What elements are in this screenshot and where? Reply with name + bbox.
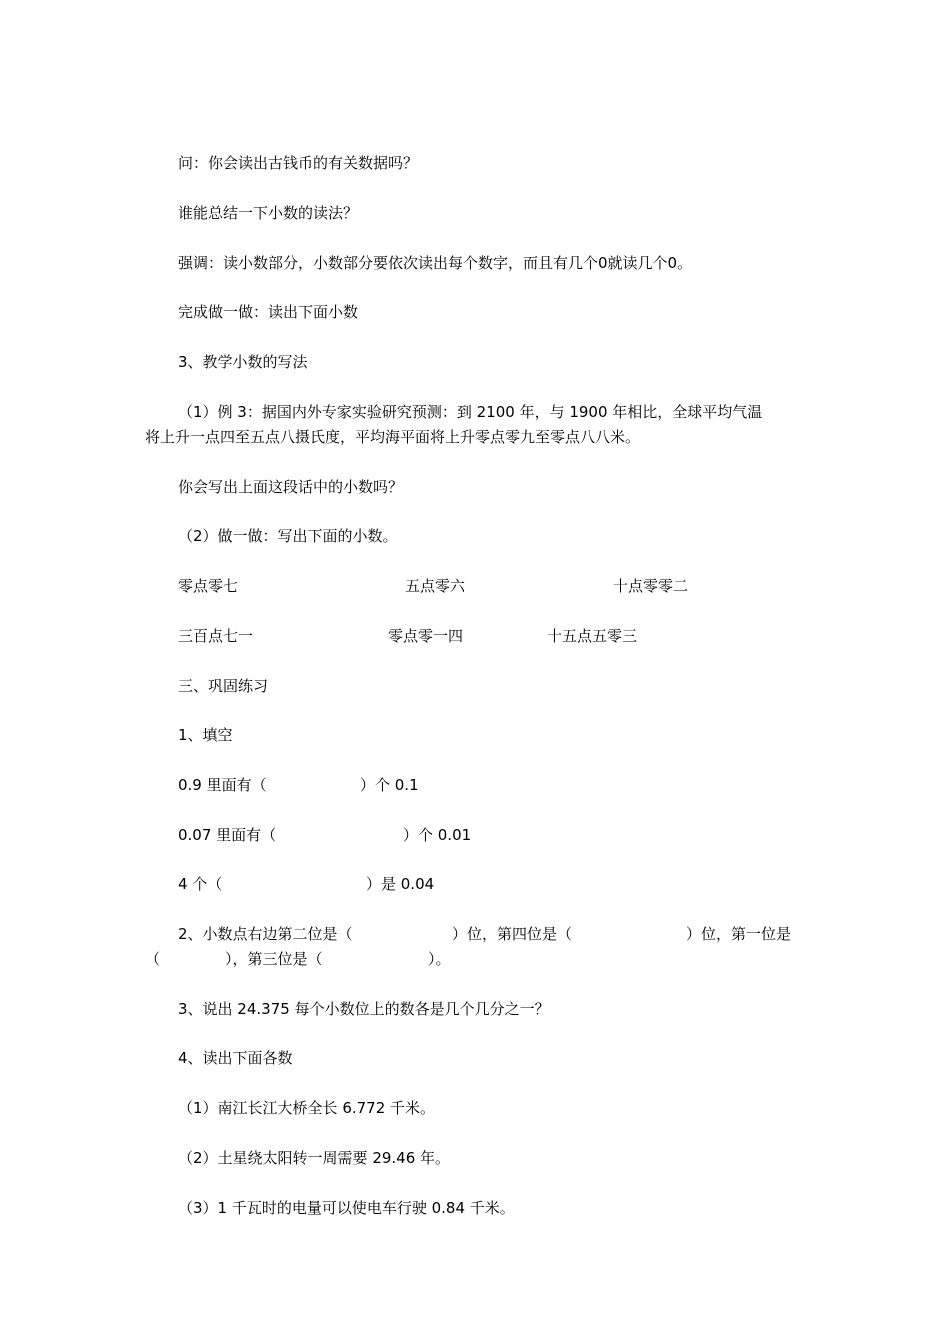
q2-part-e: ），第三位是（ (225, 950, 323, 968)
word-number-item: 十五点五零三 (547, 627, 638, 645)
q1a-prefix: 0.9 里面有（ (178, 776, 267, 794)
question4-item3: （3）1 千瓦时的电量可以使电车行驶 0.84 千米。 (178, 1199, 515, 1217)
word-number-item: 三百点七一 (178, 627, 254, 645)
paragraph-summarize-reading: 谁能总结一下小数的读法？ (178, 204, 359, 222)
question3: 3、说出 24.375 每个小数位上的数各是几个几分之一？ (178, 1000, 550, 1018)
word-number-item: 十点零零二 (613, 577, 689, 595)
q1b-prefix: 0.07 里面有（ (178, 826, 277, 844)
paragraph-question-coins: 问：你会读出古钱币的有关数据吗？ (178, 154, 419, 172)
example3-line1: （1）例 3：据国内外专家实验研究预测：到 2100 年，与 1900 年相比，全球平均气温 (178, 403, 763, 421)
paragraph-practice-write: （2）做一做：写出下面的小数。 (178, 527, 398, 545)
question4-item1: （1）南江长江大桥全长 6.772 千米。 (178, 1099, 436, 1117)
q1c-prefix: 4 个（ (178, 875, 223, 893)
section-heading-practice: 三、巩固练习 (178, 677, 269, 695)
word-number-item: 零点零七 (178, 577, 239, 595)
paragraph-can-you-write: 你会写出上面这段话中的小数吗？ (178, 478, 404, 496)
paragraph-emphasis: 强调：读小数部分，小数部分要依次读出每个数字，而且有几个0就读几个0。 (178, 254, 693, 272)
q2-part-c: ）位，第一位是 (686, 925, 792, 943)
q1b-suffix: ）个 0.01 (403, 826, 472, 844)
q2-part-f: ）。 (428, 950, 451, 968)
question4-item2: （2）土星绕太阳转一周需要 29.46 年。 (178, 1149, 451, 1167)
word-number-item: 五点零六 (405, 577, 466, 595)
word-number-item: 零点零一四 (388, 627, 464, 645)
paragraph-practice-read: 完成做一做：读出下面小数 (178, 303, 359, 321)
q2-part-a: 2、小数点右边第二位是（ (178, 925, 353, 943)
example3-line2: 将上升一点四至五点八摄氏度，平均海平面将上升零点零九至零点八八米。 (145, 428, 641, 446)
question4-heading: 4、读出下面各数 (178, 1049, 293, 1067)
question1-heading: 1、填空 (178, 726, 233, 744)
heading-writing-decimals: 3、教学小数的写法 (178, 353, 308, 371)
q1a-suffix: ）个 0.1 (360, 776, 419, 794)
q1c-suffix: ）是 0.04 (366, 875, 435, 893)
q2-part-d: （ (145, 950, 161, 968)
q2-part-b: ）位，第四位是（ (452, 925, 573, 943)
